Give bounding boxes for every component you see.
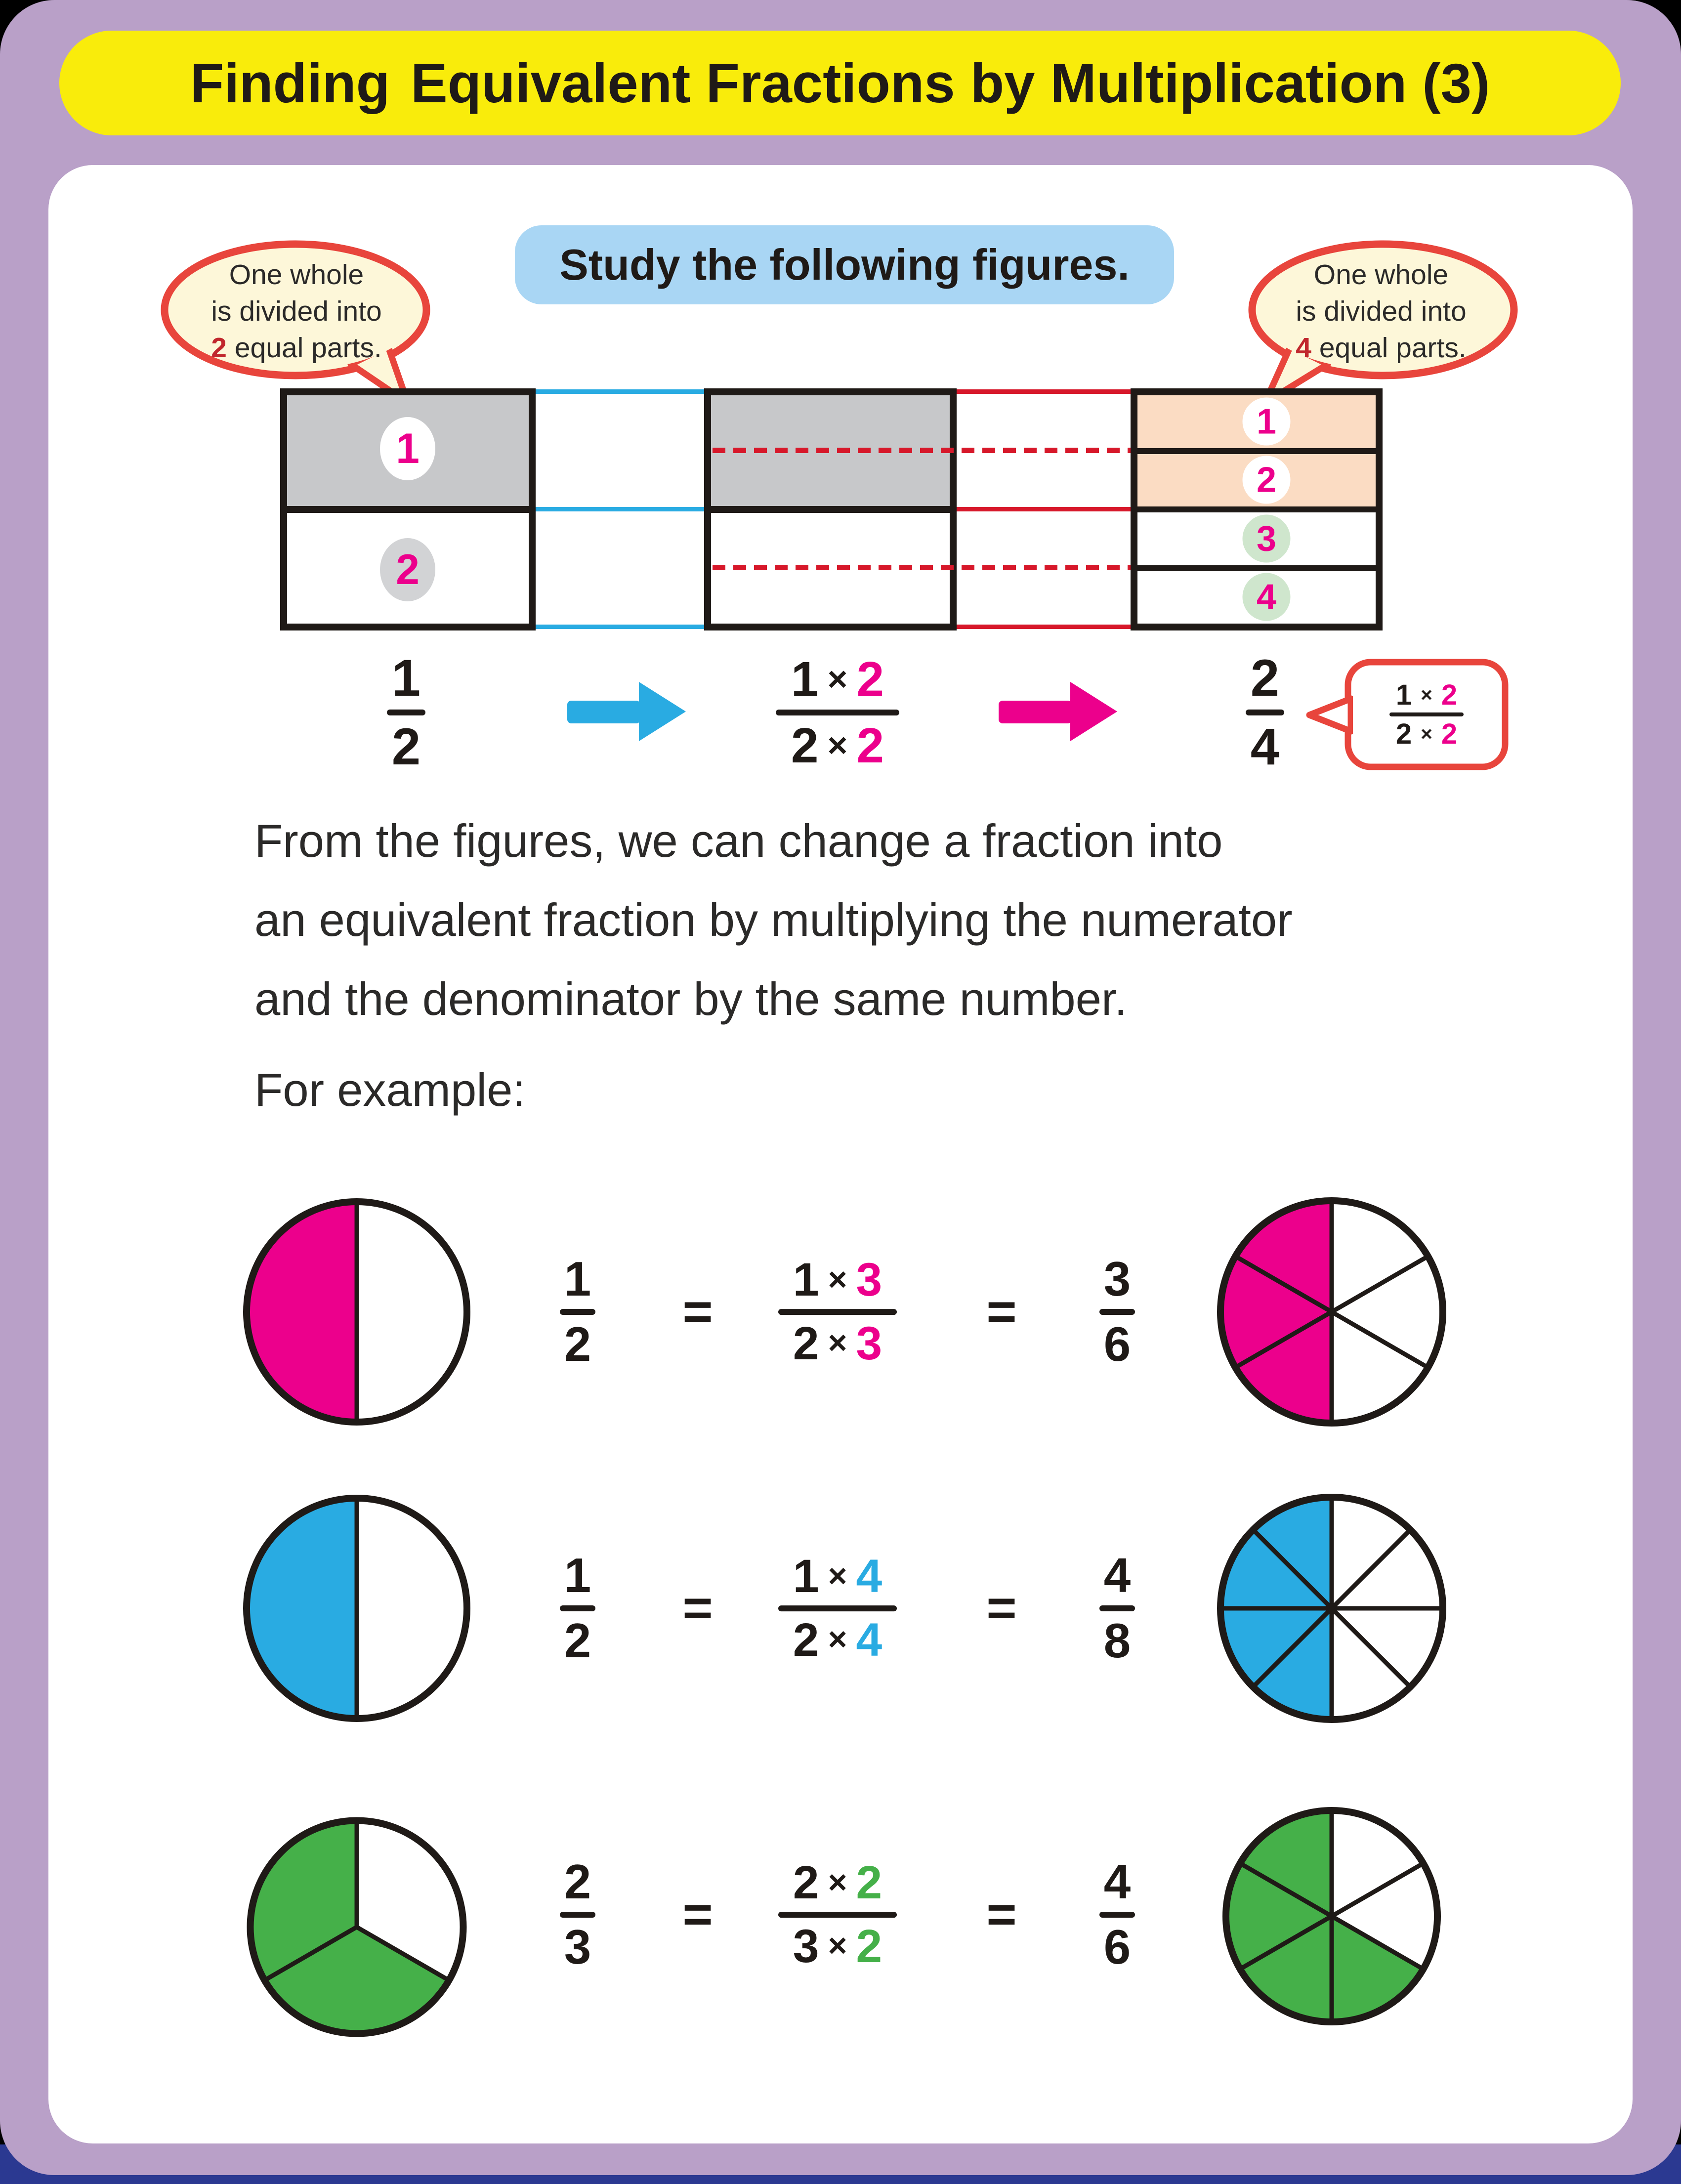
fraction-two-fourths: 2 4 — [1246, 652, 1284, 773]
red-connector-top — [957, 389, 1131, 394]
row3-fraction-result: 4 6 — [1099, 1857, 1135, 1972]
title-text: Equivalent Fractions by Multiplication (3) — [411, 52, 1490, 114]
row3-fraction-1: 2 3 — [560, 1857, 595, 1972]
divider — [711, 506, 950, 513]
paragraph-line-3: and the denominator by the same number. — [254, 973, 1128, 1025]
pie-one-half-blue — [241, 1492, 473, 1724]
pie-three-sixths-pink — [1215, 1195, 1449, 1429]
row2-fraction-result: 4 8 — [1099, 1551, 1135, 1666]
red-connector-middle — [957, 507, 1131, 511]
pie-four-eighths-blue — [1215, 1491, 1449, 1725]
divider — [1137, 448, 1376, 454]
for-example-label: For example: — [254, 1064, 526, 1116]
callout-left-text — [168, 257, 425, 366]
callout-line: 4 equal parts. — [1296, 332, 1467, 364]
callout-line: One whole — [229, 259, 364, 291]
magenta-arrow — [999, 682, 1117, 741]
row1-fraction-result: 3 6 — [1099, 1255, 1135, 1369]
paragraph-line-1: From the figures, we can change a fraction into — [254, 815, 1223, 867]
part-label-2: 2 — [380, 538, 435, 601]
red-dashed-line-lower — [713, 565, 1131, 570]
divider — [1137, 565, 1376, 571]
bar-model-middle — [704, 388, 957, 630]
row1-fraction-multiplied: 1 × 3 2 × 3 — [778, 1256, 897, 1368]
blue-connector-bottom — [536, 625, 704, 629]
pie-four-sixths-green — [1220, 1805, 1443, 2028]
title-banner — [59, 31, 1621, 135]
part-label-1: 1 — [380, 417, 435, 480]
row2-fraction-multiplied: 1 × 4 2 × 4 — [778, 1553, 897, 1664]
blue-connector-top — [536, 389, 704, 394]
equals-sign: = — [682, 1579, 713, 1637]
callout-right-text — [1255, 257, 1507, 366]
callout-line: 2 equal parts. — [211, 332, 382, 364]
row1-fraction-1: 1 2 — [560, 1255, 595, 1369]
pie-two-thirds-green — [245, 1815, 469, 2040]
callout-line: is divided into — [211, 295, 382, 327]
equals-sign: = — [986, 1579, 1017, 1637]
equals-sign: = — [682, 1886, 713, 1943]
fraction-one-half: 1 2 — [387, 652, 425, 773]
callout-line: is divided into — [1296, 295, 1467, 327]
equals-sign: = — [986, 1886, 1017, 1943]
equals-sign: = — [986, 1283, 1017, 1341]
callout-line: One whole — [1313, 259, 1449, 291]
equals-sign: = — [682, 1283, 713, 1341]
part-label-3: 3 — [1243, 515, 1291, 563]
row3-fraction-multiplied: 2 × 2 3 × 2 — [778, 1859, 897, 1971]
divider — [287, 506, 529, 513]
pie-one-half-pink — [241, 1196, 473, 1428]
study-banner — [515, 225, 1174, 304]
note-fraction: 1 × 2 2 × 2 — [1389, 680, 1464, 749]
part-label-4: 4 — [1243, 573, 1291, 621]
paragraph-line-2: an equivalent fraction by multiplying the numerator — [254, 894, 1293, 946]
part-label-1: 1 — [1243, 398, 1291, 446]
title-word: Finding — [190, 52, 390, 114]
blue-arrow — [567, 682, 686, 741]
divider — [1137, 506, 1376, 512]
study-banner-label: Study the following figures. — [559, 240, 1130, 289]
part-label-2: 2 — [1243, 456, 1291, 504]
red-dashed-line-upper — [713, 448, 1131, 453]
blue-connector-middle — [536, 507, 704, 511]
fraction-multiplied: 1 × 2 2 × 2 — [776, 654, 899, 771]
red-connector-bottom — [957, 625, 1131, 629]
row2-fraction-1: 1 2 — [560, 1551, 595, 1666]
